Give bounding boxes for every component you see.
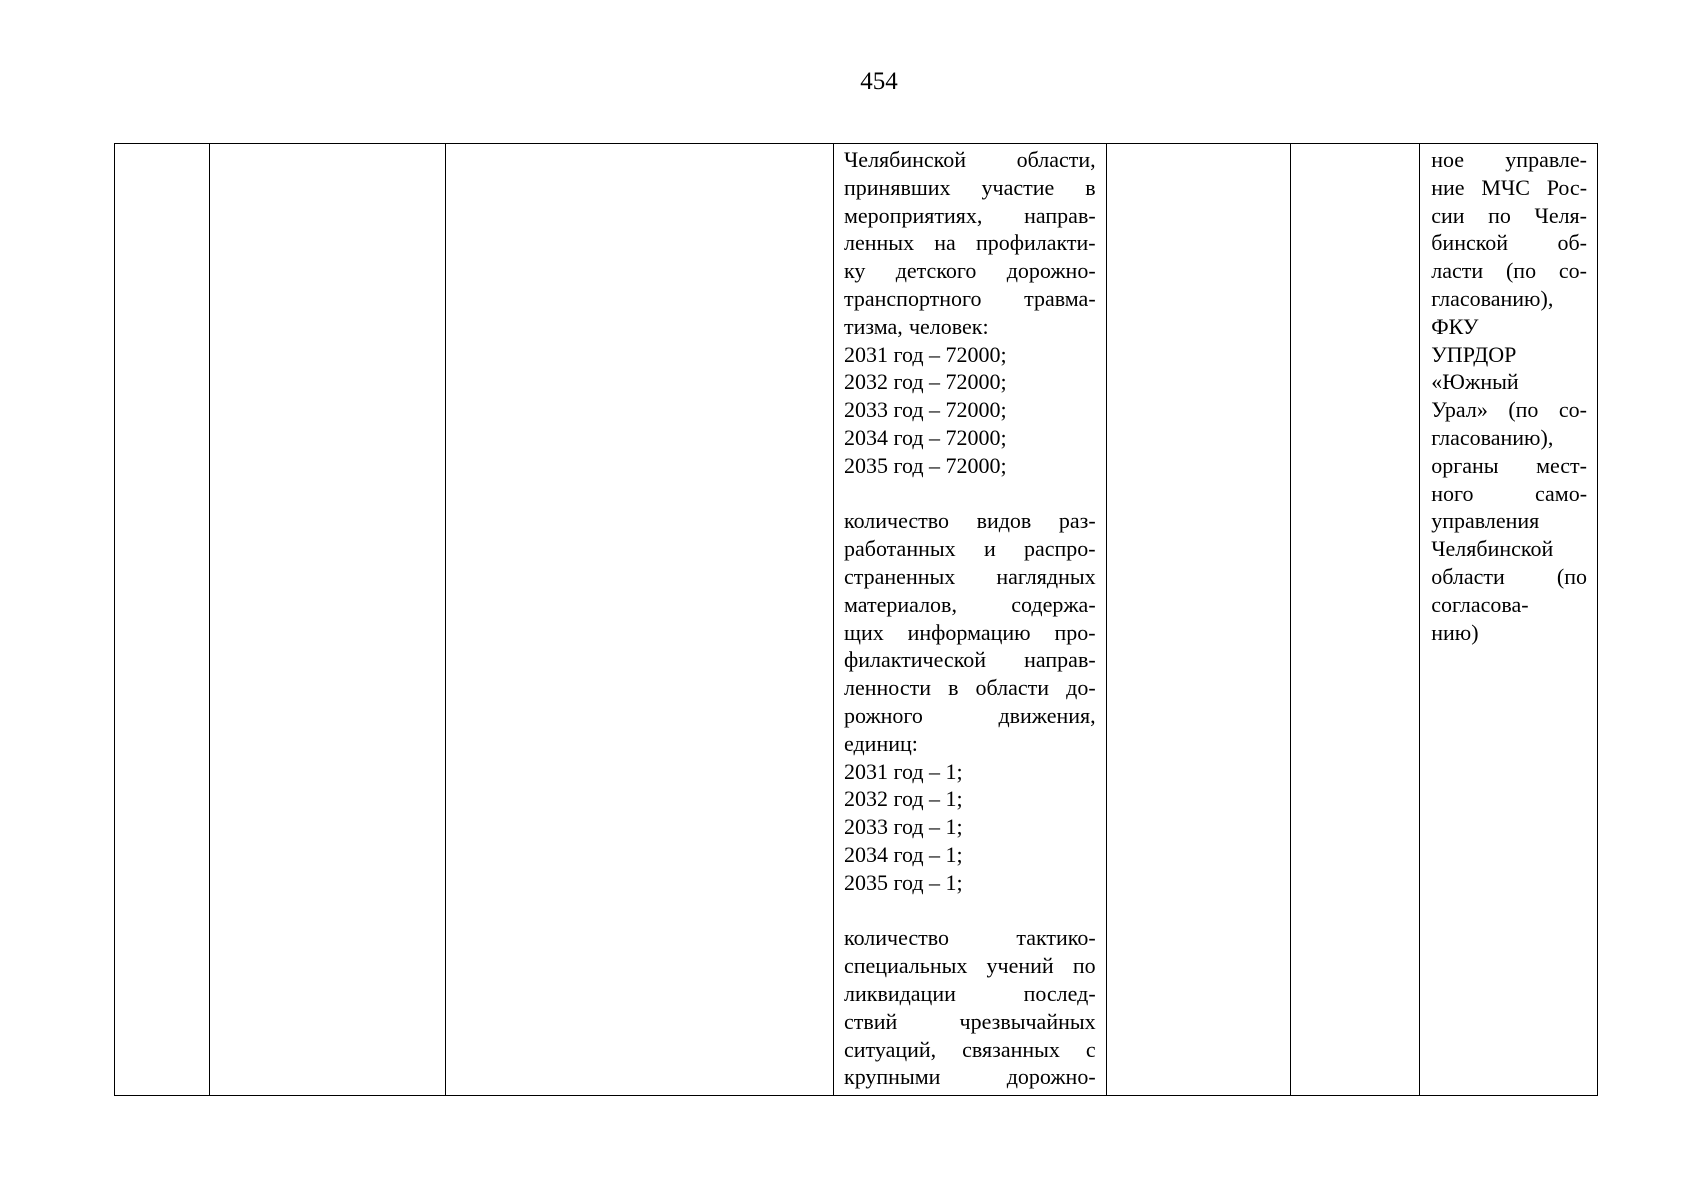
text-word: ситуаций, (844, 1036, 937, 1062)
text-line (844, 313, 1096, 341)
text-word: профилакти- (975, 230, 1096, 256)
text-word: со- (1558, 397, 1587, 423)
text-line (1431, 257, 1587, 285)
text-line (844, 563, 1096, 591)
text-line (1431, 229, 1587, 257)
text-line (1431, 341, 1587, 369)
text-line (1431, 535, 1587, 563)
text-word: 2035 год – 1; (844, 869, 963, 895)
text-line (844, 424, 1096, 452)
text-word: наглядных (996, 563, 1096, 589)
text-line (844, 702, 1096, 730)
text-word: области (1431, 563, 1505, 589)
text-line (1431, 452, 1587, 480)
text-word: ленных (844, 230, 915, 256)
text-word: чрезвычайных (959, 1008, 1096, 1034)
text-word: (по (1556, 563, 1588, 589)
text-line (844, 1063, 1096, 1091)
document-table (114, 143, 1598, 1096)
text-word: «Южный (1431, 369, 1519, 395)
text-word: Урал» (1431, 397, 1488, 423)
text-word: и (983, 536, 996, 562)
text-word: согласова- (1431, 591, 1529, 617)
text-word: 2032 год – 72000; (844, 369, 1007, 395)
text-word: дорожно- (1006, 1064, 1096, 1090)
text-word: связанных (962, 1036, 1060, 1062)
text-line (844, 1036, 1096, 1064)
text-word: принявших (844, 174, 951, 200)
text-line (1431, 424, 1587, 452)
text-word: сии (1431, 202, 1465, 228)
text-word: управления (1431, 508, 1540, 534)
text-word: про- (1054, 619, 1096, 645)
text-line (1431, 480, 1587, 508)
text-word: травма- (1024, 285, 1096, 311)
text-word: ФКУ (1431, 313, 1479, 339)
text-line (844, 619, 1096, 647)
text-word: органы (1431, 452, 1499, 478)
text-word: по (1072, 953, 1096, 979)
text-word: участие (981, 174, 1055, 200)
text-word: мероприятиях, (844, 202, 983, 228)
table-cell-period (1107, 144, 1292, 1095)
text-word: управле- (1505, 147, 1588, 172)
table-cell-indicator (834, 144, 1107, 1095)
text-word: гласованию), (1431, 285, 1554, 311)
text-line (1431, 563, 1587, 591)
text-word: щих (844, 619, 884, 645)
text-word: в (948, 675, 959, 701)
text-word: области (975, 675, 1050, 701)
text-word: видов (976, 508, 1032, 534)
text-word: ликвидации (844, 980, 956, 1006)
text-word: в (1085, 174, 1096, 200)
text-word: материалов, (844, 591, 957, 617)
text-line (844, 396, 1096, 424)
text-word: учений (986, 953, 1054, 979)
text-line (1431, 146, 1587, 174)
text-line (844, 146, 1096, 174)
text-line (1431, 368, 1587, 396)
text-word: распро- (1024, 536, 1096, 562)
text-line (844, 174, 1096, 202)
text-word: тактико- (1016, 925, 1096, 951)
text-word: 2032 год – 1; (844, 786, 963, 812)
text-word: само- (1534, 480, 1588, 506)
text-word: об- (1557, 230, 1588, 256)
text-word: единиц: (844, 730, 918, 756)
text-word: МЧС (1481, 174, 1530, 200)
text-line (844, 202, 1096, 230)
text-word: 2033 год – 72000; (844, 397, 1007, 423)
text-word: (по (1505, 258, 1537, 284)
text-line (1431, 285, 1587, 313)
text-word: нию) (1431, 619, 1479, 645)
text-word: УПРДОР (1431, 341, 1517, 367)
text-word: тизма, (844, 313, 903, 339)
text-word: информацию (907, 619, 1031, 645)
text-line (1431, 507, 1587, 535)
text-word: Рос- (1546, 174, 1588, 200)
text-line (844, 813, 1096, 841)
text-word: 2034 год – 1; (844, 841, 963, 867)
text-word: мест- (1536, 452, 1588, 478)
text-word: детского (895, 258, 977, 284)
text-word: Челябинской (1431, 536, 1554, 562)
text-word: ку (844, 258, 866, 284)
text-word: транспортного (844, 285, 982, 311)
text-line (1431, 202, 1587, 230)
text-line (844, 535, 1096, 563)
text-line (844, 285, 1096, 313)
text-line (844, 952, 1096, 980)
text-word: филактической (844, 647, 987, 673)
text-word: движения, (998, 702, 1096, 728)
text-word: содержа- (1011, 591, 1096, 617)
text-line (844, 368, 1096, 396)
text-line (844, 591, 1096, 619)
text-line (844, 980, 1096, 1008)
table-cell-funding (1291, 144, 1420, 1095)
blank-line (844, 897, 1096, 925)
text-line (844, 730, 1096, 758)
text-word: до- (1066, 675, 1096, 701)
text-word: раз- (1058, 508, 1096, 534)
text-word: Челя- (1534, 202, 1588, 228)
text-word: с (1085, 1036, 1096, 1062)
text-word: рожного (844, 702, 923, 728)
text-line (844, 257, 1096, 285)
text-line (1431, 174, 1587, 202)
text-line (844, 674, 1096, 702)
text-word: по (1488, 202, 1511, 228)
text-word: крупными (844, 1064, 941, 1090)
text-line (844, 924, 1096, 952)
text-word: 2031 год – 1; (844, 758, 963, 784)
text-line (844, 507, 1096, 535)
text-line (844, 1008, 1096, 1036)
text-word: со- (1558, 258, 1587, 284)
text-line (844, 758, 1096, 786)
page-number: 454 (860, 68, 898, 95)
text-word: количество (844, 508, 950, 534)
text-word: 2031 год – 72000; (844, 341, 1007, 367)
text-line (844, 341, 1096, 369)
text-line (1431, 619, 1587, 647)
text-word: 2033 год – 1; (844, 814, 963, 840)
text-word: 2035 год – 72000; (844, 452, 1007, 478)
text-word: дорожно- (1006, 258, 1096, 284)
text-line (844, 785, 1096, 813)
text-line (844, 646, 1096, 674)
text-line (1431, 396, 1587, 424)
text-word: специальных (844, 953, 968, 979)
text-word: области, (1016, 147, 1096, 172)
text-word: на (934, 230, 956, 256)
table-cell-number (115, 144, 210, 1095)
text-word: направ- (1024, 202, 1096, 228)
text-word: Челябинской (844, 147, 967, 172)
text-word: количество (844, 925, 950, 951)
text-line (1431, 591, 1587, 619)
text-word: ленности (844, 675, 931, 701)
text-word: гласованию), (1431, 424, 1554, 450)
blank-line (844, 480, 1096, 508)
text-word: послед- (1023, 980, 1096, 1006)
text-word: ное (1431, 147, 1465, 172)
text-word: страненных (844, 563, 956, 589)
text-word: ного (1431, 480, 1474, 506)
text-word: бинской (1431, 230, 1509, 256)
text-line (844, 841, 1096, 869)
text-word: 2034 год – 72000; (844, 424, 1007, 450)
text-word: человек: (908, 313, 989, 339)
text-word: ние (1431, 174, 1465, 200)
text-line (844, 452, 1096, 480)
text-word: ласти (1431, 258, 1484, 284)
text-word: направ- (1024, 647, 1096, 673)
text-line (1431, 313, 1587, 341)
table-cell-task (210, 144, 446, 1095)
text-word: (по (1508, 397, 1539, 423)
text-line (844, 229, 1096, 257)
table-cell-event (446, 144, 834, 1095)
table-cell-executor (1420, 144, 1597, 1095)
text-line (844, 869, 1096, 897)
text-word: работанных (844, 536, 956, 562)
text-word: ствий (844, 1008, 898, 1034)
